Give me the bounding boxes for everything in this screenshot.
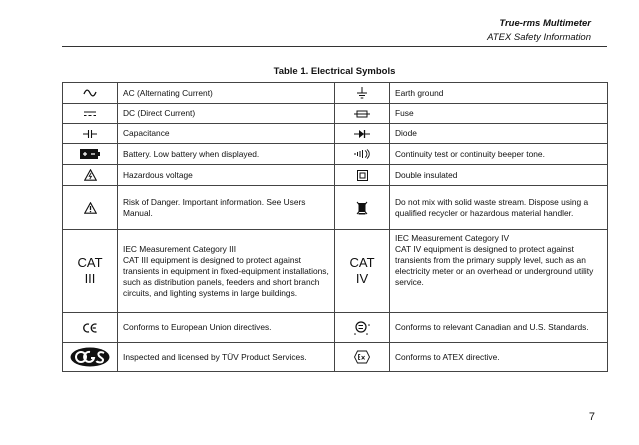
row-text: Hazardous voltage [118,165,335,186]
dc-icon [63,104,118,124]
weee-bin-icon [335,186,390,230]
earth-ground-icon [335,83,390,104]
row-text: Earth ground [390,83,608,104]
row-text: Conforms to European Union directives. [118,313,335,343]
row-text: Conforms to ATEX directive. [390,343,608,372]
table-row [63,165,608,186]
cat-level: III [84,271,96,286]
continuity-icon [335,144,390,165]
table-caption: Table 1. Electrical Symbols [273,66,396,77]
header-subtitle: ATEX Safety Information [487,32,591,43]
cat-level: IV [355,271,369,286]
row-text: Battery. Low battery when displayed. [118,144,335,165]
atex-ex-icon [335,343,390,372]
row-text: IEC Measurement Category III CAT III equipment is designed to protect against transients in equipment in fixed-equipment installations, such as distribution panels, feeders and short branch circuits, and lighting systems in large buildings. [118,230,335,313]
row-text: DC (Direct Current) [118,104,335,124]
csa-mark-icon [335,313,390,343]
hazard-voltage-icon [63,165,118,186]
tuv-gs-mark-icon [63,343,118,372]
capacitor-icon [63,124,118,144]
table-row [63,83,608,104]
row-text: Risk of Danger. Important information. See Users Manual. [118,186,335,230]
row-text: Fuse [390,104,608,124]
warning-icon [63,186,118,230]
row-text: Double insulated [390,165,608,186]
header-title: True-rms Multimeter [499,18,591,29]
battery-icon [63,144,118,165]
row-text: AC (Alternating Current) [118,83,335,104]
cat-iv-icon [335,230,390,313]
diode-icon [335,124,390,144]
fuse-icon [335,104,390,124]
page-number: 7 [588,411,595,423]
electrical-symbols-table [62,82,608,372]
cat-label: CAT [349,255,375,270]
table-row [63,343,608,372]
table-row [63,230,608,313]
header-rule [62,46,607,47]
cat-iii-icon [63,230,118,313]
row-text: Inspected and licensed by TÜV Product Services. [118,343,335,372]
row-text: Conforms to relevant Canadian and U.S. Standards. [390,313,608,343]
table-row [63,104,608,124]
double-insulated-icon [335,165,390,186]
table-row [63,124,608,144]
row-text: Capacitance [118,124,335,144]
ac-icon [63,83,118,104]
table-row [63,313,608,343]
cat-label: CAT [77,255,103,270]
row-text: Diode [390,124,608,144]
row-text: Do not mix with solid waste stream. Dispose using a qualified recycler or hazardous material handler. [390,186,608,230]
table-row [63,186,608,230]
table-row [63,144,608,165]
row-text: IEC Measurement Category IV CAT IV equipment is designed to protect against transients from the primary supply level, such as an electricity meter or an overhead or underground utility service. [390,230,608,313]
ce-mark-icon [63,313,118,343]
row-text: Continuity test or continuity beeper tone. [390,144,608,165]
